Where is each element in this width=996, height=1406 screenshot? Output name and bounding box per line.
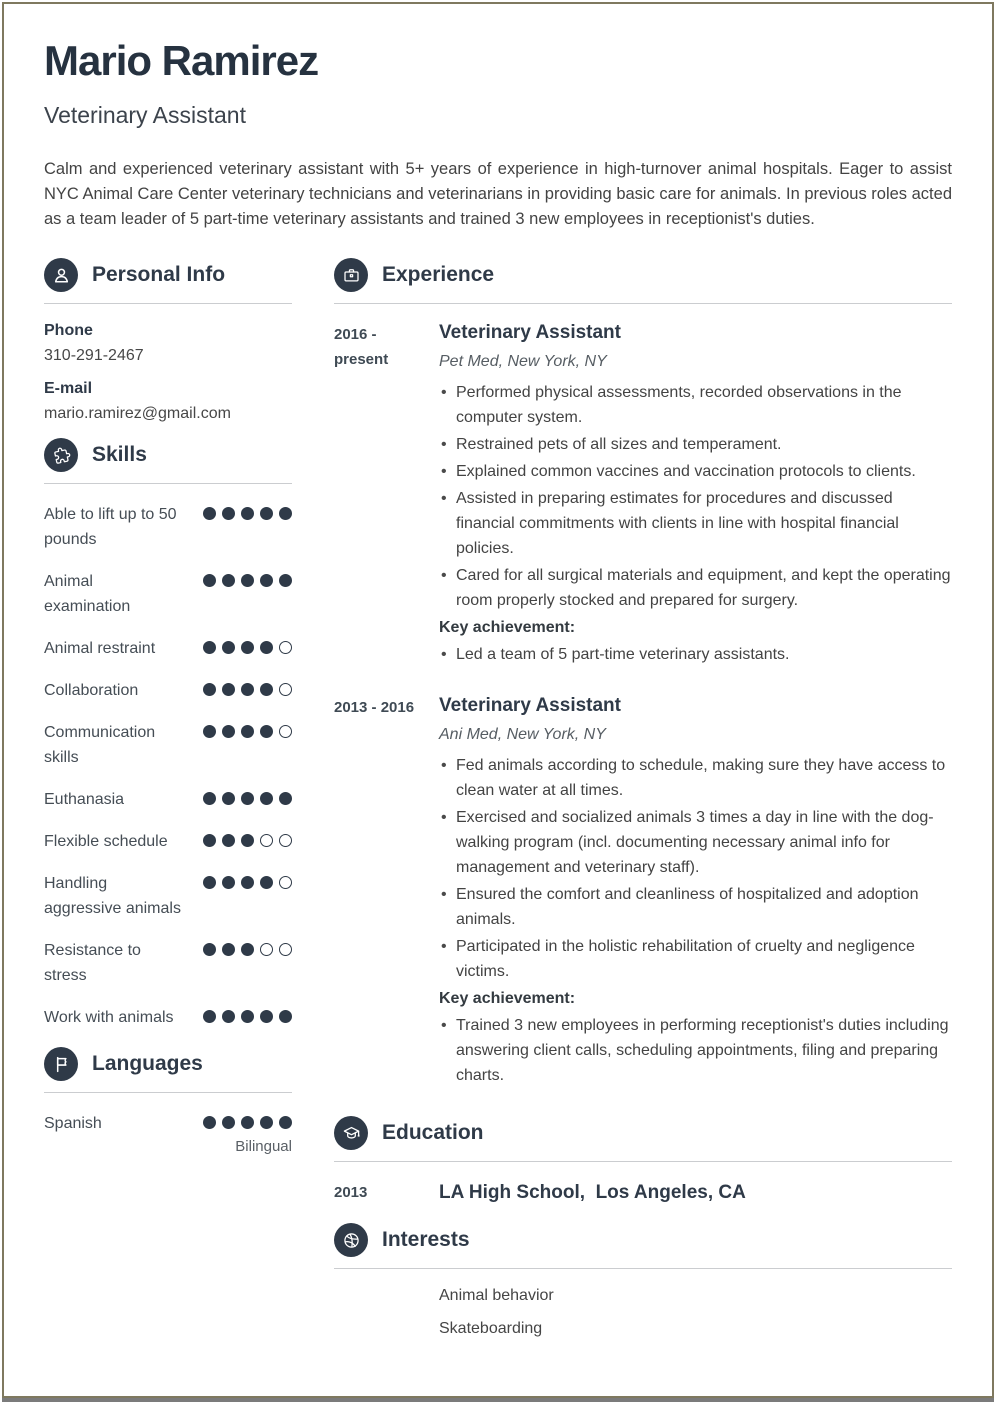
personal-info-header [44,258,292,304]
skill-item: Able to lift up to 50 pounds [44,502,292,552]
rating-dot-filled [279,1116,292,1129]
person-icon [44,258,78,292]
rating-dot-empty [279,683,292,696]
interest-item: Skateboarding [439,1320,543,1338]
experience-entry [334,322,952,669]
experience-title: Experience [382,263,495,287]
skill-rating [203,1005,292,1023]
job-title: Veterinary Assistant [439,322,621,344]
education-dates: 2013 [334,1184,368,1202]
interest-item: Animal behavior [439,1287,554,1305]
rating-dot-empty [260,943,273,956]
skill-item: Euthanasia [44,787,292,812]
rating-dot-filled [241,507,254,520]
job-company: Ani Med, New York, NY [439,726,606,744]
interest-list [439,1287,952,1338]
job-bullet: • Performed physical assessments, recorded observations in the computer system. [439,380,952,430]
main-column [334,258,952,1353]
key-achievement-list [439,642,952,667]
section-education [334,1116,952,1205]
job-bullet: • Fed animals according to schedule, making sure they have access to clean water at all times. [439,753,952,803]
rating-dot-filled [222,683,235,696]
rating-dot-filled [203,876,216,889]
language-level-note: Bilingual [235,1138,292,1156]
rating-dot-filled [222,574,235,587]
rating-dot-filled [222,876,235,889]
resume-header [44,38,952,232]
rating-dot-filled [241,792,254,805]
sidebar [44,258,292,1353]
skill-item: Handling aggressive animals [44,871,292,921]
key-achievement: • Trained 3 new employees in performing receptionist's duties including answering client calls, scheduling appointments, filing and preparing charts. [439,1013,952,1088]
rating-dot-filled [260,1010,273,1023]
section-interests [334,1223,952,1338]
job-bullet: • Explained common vaccines and vaccination protocols to clients. [439,459,952,484]
rating-dot-empty [279,943,292,956]
rating-dot-filled [203,641,216,654]
rating-dot-filled [241,943,254,956]
skill-rating [203,787,292,805]
resume-columns [44,258,952,1353]
rating-dot-filled [222,725,235,738]
rating-dot-filled [260,683,273,696]
language-rating [203,1111,292,1129]
skill-rating [203,720,292,738]
rating-dot-filled [241,1116,254,1129]
rating-dot-filled [222,834,235,847]
rating-dot-empty [279,641,292,654]
rating-dot-filled [279,792,292,805]
rating-dot-filled [241,641,254,654]
rating-dot-filled [203,574,216,587]
rating-dot-filled [260,725,273,738]
email-field [44,380,292,423]
basketball-icon [334,1223,368,1257]
professional-summary: Calm and experienced veterinary assistant with 5+ years of experience in high-turnover animal hospitals. Eager to assist NYC Animal Care Center veterinary technicians and veterinarians in providing basic care for animals. In previous roles acted as a team leader of 5 part-time veterinary assistants and trained 3 new employees in receptionist's duties. [44,160,952,229]
interests-title: Interests [382,1228,470,1252]
rating-dot-filled [279,507,292,520]
job-bullet: • Ensured the comfort and cleanliness of hospitalized and adoption animals. [439,882,952,932]
education-entry [334,1180,952,1205]
rating-dot-filled [222,792,235,805]
section-personal-info [44,258,292,423]
rating-dot-filled [279,574,292,587]
skill-item: Flexible schedule [44,829,292,854]
section-experience [334,258,952,1090]
languages-header [44,1047,292,1093]
skill-rating [203,636,292,654]
rating-dot-filled [203,683,216,696]
skill-rating [203,829,292,847]
rating-dot-empty [279,725,292,738]
rating-dot-filled [222,1116,235,1129]
rating-dot-empty [279,876,292,889]
rating-dot-filled [241,834,254,847]
job-bullets [439,380,952,613]
job-company: Pet Med, New York, NY [439,353,607,371]
skills-title: Skills [92,443,147,467]
job-bullet: • Participated in the holistic rehabilitation of cruelty and negligence victims. [439,934,952,984]
candidate-headline: Veterinary Assistant [44,102,246,129]
phone-field [44,322,292,365]
education-school: LA High School, Los Angeles, CA [439,1182,746,1204]
rating-dot-filled [222,943,235,956]
experience-header [334,258,952,304]
rating-dot-filled [260,792,273,805]
key-achievement-label: Key achievement: [439,619,576,637]
rating-dot-filled [241,1010,254,1023]
skill-rating [203,871,292,889]
rating-dot-filled [203,943,216,956]
rating-dot-filled [203,507,216,520]
rating-dot-empty [279,834,292,847]
rating-dot-filled [203,725,216,738]
skill-item: Animal restraint [44,636,292,661]
skill-item: Resistance to stress [44,938,292,988]
key-achievement: • Led a team of 5 part-time veterinary assistants. [439,642,952,667]
job-dates: 2016 - present [334,326,389,369]
flag-icon [44,1047,78,1081]
graduation-cap-icon [334,1116,368,1150]
skill-item: Animal examination [44,569,292,619]
skill-rating [203,678,292,696]
rating-dot-filled [260,1116,273,1129]
job-bullet: • Exercised and socialized animals 3 times a day in line with the dog-walking program (incl. documenting necessary animal info for management and veterinary staff). [439,805,952,880]
education-title: Education [382,1121,484,1145]
rating-dot-filled [203,834,216,847]
rating-dot-filled [203,1010,216,1023]
skill-item: Communication skills [44,720,292,770]
skill-item: Collaboration [44,678,292,703]
rating-dot-empty [260,834,273,847]
languages-title: Languages [92,1052,203,1076]
skills-header [44,438,292,484]
language-item: Spanish [44,1111,292,1136]
rating-dot-filled [260,507,273,520]
rating-dot-filled [260,574,273,587]
resume-page [2,2,994,1398]
rating-dot-filled [241,574,254,587]
rating-dot-filled [203,1116,216,1129]
section-skills [44,438,292,1030]
rating-dot-filled [222,641,235,654]
key-achievement-label: Key achievement: [439,990,576,1008]
job-bullet: • Assisted in preparing estimates for procedures and discussed financial commitments with clients in line with hospital financial policies. [439,486,952,561]
candidate-name: Mario Ramirez [44,37,319,84]
skill-rating [203,569,292,587]
experience-entry [334,695,952,1090]
job-bullets [439,753,952,984]
skill-item: Work with animals [44,1005,292,1030]
job-bullet: • Restrained pets of all sizes and temperament. [439,432,952,457]
key-achievement-list [439,1013,952,1088]
section-languages [44,1047,292,1155]
rating-dot-filled [279,1010,292,1023]
rating-dot-filled [241,725,254,738]
rating-dot-filled [260,641,273,654]
interests-header [334,1223,952,1269]
email-label: E-mail [44,380,93,398]
puzzle-icon [44,438,78,472]
rating-dot-filled [222,1010,235,1023]
job-bullet: • Cared for all surgical materials and equipment, and kept the operating room properly stocked and prepared for surgery. [439,563,952,613]
email-value: mario.ramirez@gmail.com [44,405,231,423]
education-header [334,1116,952,1162]
phone-label: Phone [44,322,93,340]
rating-dot-filled [241,876,254,889]
skill-rating [203,938,292,956]
job-title: Veterinary Assistant [439,695,621,717]
briefcase-icon [334,258,368,292]
skill-rating [203,502,292,520]
phone-value: 310-291-2467 [44,347,144,365]
rating-dot-filled [222,507,235,520]
rating-dot-filled [203,792,216,805]
rating-dot-filled [241,683,254,696]
rating-dot-filled [260,876,273,889]
personal-info-title: Personal Info [92,263,226,287]
job-dates: 2013 - 2016 [334,699,415,717]
